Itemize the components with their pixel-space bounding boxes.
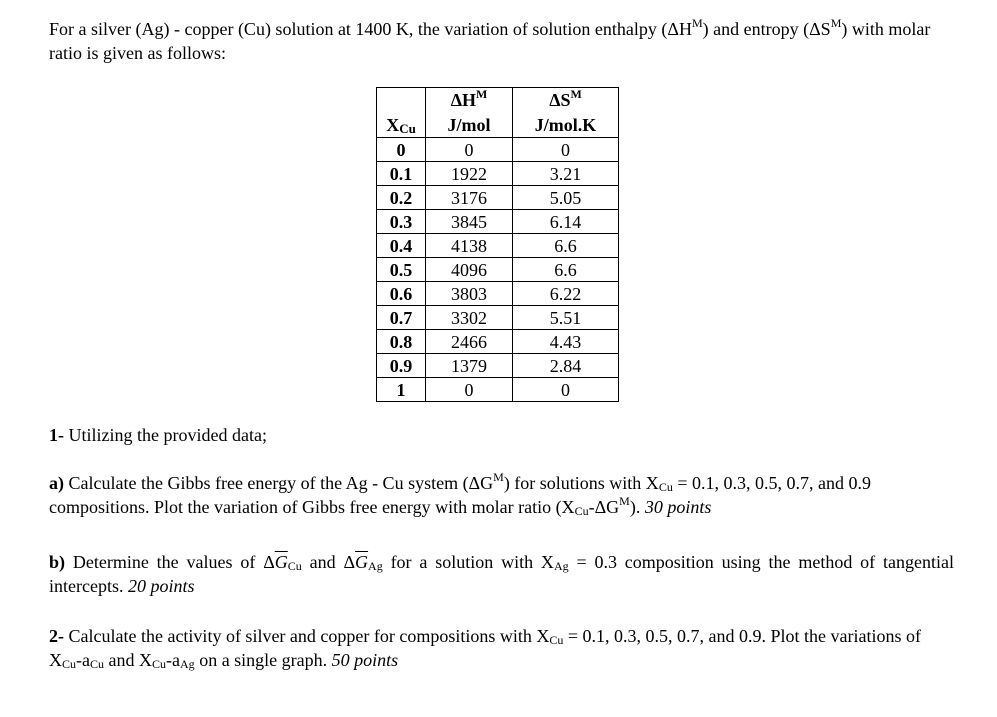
partial-molar-g-symbol: $\overline{G}$ (355, 552, 369, 572)
question-1b (49, 550, 954, 598)
superscript: M (475, 87, 488, 101)
table-row (377, 162, 619, 186)
question-text: -a (76, 650, 90, 670)
question-text: = 0.3 composition using the method of tangential intercepts. (49, 552, 954, 596)
points-label: 30 points (644, 497, 712, 517)
cell-ds: 6.6 (513, 258, 619, 282)
cell-dh: 3845 (426, 210, 513, 234)
question-text: ) for solutions with X (503, 473, 659, 493)
superscript: M (570, 87, 582, 101)
header-ds-unit: J/mol.K (513, 112, 619, 138)
question-text: Calculate the Gibbs free energy of the Ag - Cu system (ΔG (64, 473, 494, 493)
table-row (377, 210, 619, 234)
cell-ds: 6.14 (513, 210, 619, 234)
delta-symbol: Δ (263, 552, 275, 572)
header-x-symbol: X (386, 114, 400, 135)
cell-dh: 0 (426, 138, 513, 162)
points-label: 50 points (331, 650, 399, 670)
subscript: Cu (574, 504, 589, 518)
table-header-row (377, 112, 619, 138)
cell-xcu: 0.8 (377, 330, 426, 354)
question-text: and (301, 552, 344, 572)
cell-xcu: 0.3 (377, 210, 426, 234)
header-ds-symbol: ΔS (549, 90, 571, 110)
intro-text: ) with molar ratio is given as follows: (49, 19, 931, 63)
header-dh (426, 88, 513, 113)
subscript: Cu (90, 657, 105, 671)
cell-ds: 0 (513, 138, 619, 162)
header-xcu-label (377, 112, 426, 138)
delta-symbol: Δ (343, 552, 356, 572)
table-header-row (377, 88, 619, 113)
cell-dh: 1922 (426, 162, 513, 186)
intro-paragraph (49, 17, 954, 65)
table-row (377, 186, 619, 210)
cell-ds: 4.43 (513, 330, 619, 354)
table-row (377, 138, 619, 162)
table-row (377, 330, 619, 354)
cell-ds: 2.84 (513, 354, 619, 378)
cell-dh: 3803 (426, 282, 513, 306)
cell-xcu: 0.9 (377, 354, 426, 378)
question-label: b) (49, 552, 66, 572)
cell-dh: 3302 (426, 306, 513, 330)
cell-dh: 0 (426, 378, 513, 402)
cell-xcu: 0.4 (377, 234, 426, 258)
question-text: and X (104, 650, 153, 670)
question-number: 1- (49, 425, 64, 445)
table-row (377, 354, 619, 378)
question-text: -a (166, 650, 181, 670)
subscript: Cu (658, 480, 673, 494)
points-label: 20 points (127, 576, 195, 596)
cell-ds: 5.05 (513, 186, 619, 210)
question-text: ). (629, 497, 645, 517)
question-text: on a single graph. (194, 650, 332, 670)
cell-xcu: 0.7 (377, 306, 426, 330)
cell-ds: 5.51 (513, 306, 619, 330)
subscript: Cu (152, 657, 167, 671)
subscript: Cu (287, 559, 302, 573)
cell-dh: 1379 (426, 354, 513, 378)
superscript: M (493, 470, 504, 484)
table-row (377, 258, 619, 282)
header-ds (513, 88, 619, 113)
cell-dh: 3176 (426, 186, 513, 210)
header-xcu (377, 88, 426, 113)
question-text: Determine the values of (65, 552, 264, 572)
partial-molar-g-symbol: $\overline{G}$ (274, 552, 288, 572)
superscript: M (619, 494, 630, 508)
cell-ds: 0 (513, 378, 619, 402)
table-row (377, 306, 619, 330)
cell-xcu: 0.6 (377, 282, 426, 306)
question-label: a) (49, 473, 64, 493)
question-text: Calculate the activity of silver and copper for compositions with X (64, 626, 550, 646)
cell-ds: 3.21 (513, 162, 619, 186)
cell-xcu: 0.2 (377, 186, 426, 210)
header-dh-symbol: ΔH (450, 90, 476, 110)
question-number: 2- (49, 626, 64, 646)
cell-dh: 4096 (426, 258, 513, 282)
question-text: = 0.1, 0.3, 0.5, 0.7, and 0.9. Plot the variations of X (49, 626, 922, 670)
question-2 (49, 624, 954, 672)
question-text: for a solution with X (382, 552, 554, 572)
table-row (377, 378, 619, 402)
subscript: Cu (62, 657, 77, 671)
table-row (377, 282, 619, 306)
subscript: Ag (368, 559, 383, 573)
cell-xcu: 0 (377, 138, 426, 162)
subscript: Cu (399, 120, 416, 136)
cell-xcu: 0.1 (377, 162, 426, 186)
cell-ds: 6.6 (513, 234, 619, 258)
subscript: Ag (553, 559, 569, 573)
superscript: M (830, 16, 842, 30)
data-table (376, 87, 619, 402)
intro-text: For a silver (Ag) - copper (Cu) solution at 1400 K, the variation of solution enthalpy (ΔH (49, 19, 692, 39)
question-text: Utilizing the provided data; (64, 425, 267, 445)
superscript: M (691, 16, 703, 30)
header-dh-unit: J/mol (426, 112, 513, 138)
table-body (377, 138, 619, 402)
subscript: Cu (549, 633, 564, 647)
question-1a (49, 471, 954, 519)
cell-ds: 6.22 (513, 282, 619, 306)
subscript: Ag (180, 657, 195, 671)
cell-dh: 2466 (426, 330, 513, 354)
question-text: -ΔG (588, 497, 620, 517)
cell-xcu: 1 (377, 378, 426, 402)
question-1-intro (49, 423, 267, 447)
cell-dh: 4138 (426, 234, 513, 258)
cell-xcu: 0.5 (377, 258, 426, 282)
intro-text: ) and entropy (ΔS (702, 19, 831, 39)
question-text: = 0.1, 0.3, 0.5, 0.7, and 0.9 compositions. Plot the variation of Gibbs free energy with molar ratio (X (49, 473, 871, 517)
table-row (377, 234, 619, 258)
